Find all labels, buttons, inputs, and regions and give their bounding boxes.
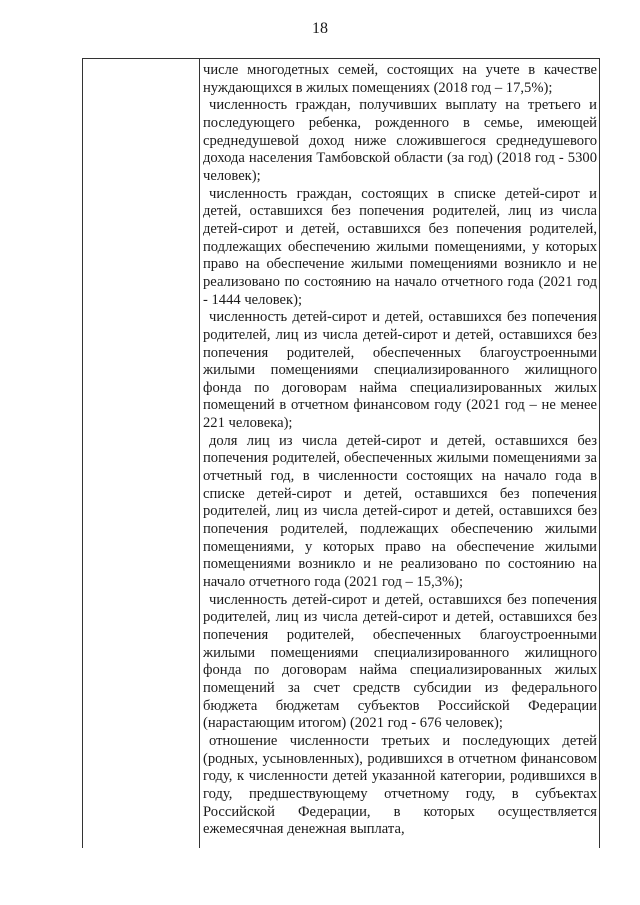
table-left-column — [83, 59, 200, 848]
paragraph-third-children-ratio: отношение численности третьих и последующих детей (родных, усыновленных), родившихся в отчетном финансовом году, к численности детей указанной категории, родившихся в году, предшествующему отчетному году, в субъектах Российской Федерации, в которых осуществляется ежемесячная денежная выплата, — [203, 732, 597, 838]
paragraph-orphans-housed-federal-subsidy: численность детей-сирот и детей, оставшихся без попечения родителей, лиц из числа детей-сирот и детей, оставшихся без попечения родителей, обеспеченных благоустроенными жилыми помещениями специализированного жилищного фонда по договорам найма специализированных жилых помещений за счет средств субсидии из федерального бюджета бюджетам субъектов Российской Федерации (нарастающим итогом) (2021 год - 676 человек); — [203, 591, 597, 732]
document-table — [82, 58, 600, 848]
paragraph-third-child-payment-recipients: численность граждан, получивших выплату на третьего и последующего ребенка, рожденного в семье, имеющей среднедушевой доход ниже сложившегося среднедушевого дохода населения Тамбовской области (за год) (2018 год - 5300 человек); — [203, 97, 597, 184]
paragraph-orphans-housed: численность детей-сирот и детей, оставшихся без попечения родителей, лиц из числа детей-сирот и детей, оставшихся без попечения родителей, обеспеченных благоустроенными жилыми помещениями специализированного жилищного фонда по договорам найма специализированных жилых помещений в отчетном финансовом году (2021 год – не менее 221 человека); — [203, 309, 597, 432]
paragraph-orphans-housed-share: доля лиц из числа детей-сирот и детей, оставшихся без попечения родителей, обеспеченных жилыми помещениями за отчетный год, в численности состоящих на начало года в списке детей-сирот и детей, оставшихся без попечения родителей, лиц из числа детей-сирот и детей, оставшихся без попечения родителей, подлежащих обеспечению жилыми помещениями, у которых право на обеспечение жилыми помещениями возникло и не реализовано по состоянию на начало отчетного года (2021 год – 15,3%); — [203, 432, 597, 591]
paragraph-large-families-share: числе многодетных семей, состоящих на учете в качестве нуждающихся в жилых помещениях (2018 год – 17,5%); — [203, 62, 597, 96]
page-number: 18 — [312, 20, 328, 37]
table-right-column — [200, 59, 599, 848]
paragraph-orphans-waiting-list: численность граждан, состоящих в списке детей-сирот и детей, оставшихся без попечения родителей, лиц из числа детей-сирот и детей, оставшихся без попечения родителей, подлежащих обеспечению жилыми помещениями, у которых право на обеспечение жилыми помещениями возникло и не реализовано по состоянию на начало отчетного года (2021 год - 1444 человек); — [203, 185, 597, 308]
